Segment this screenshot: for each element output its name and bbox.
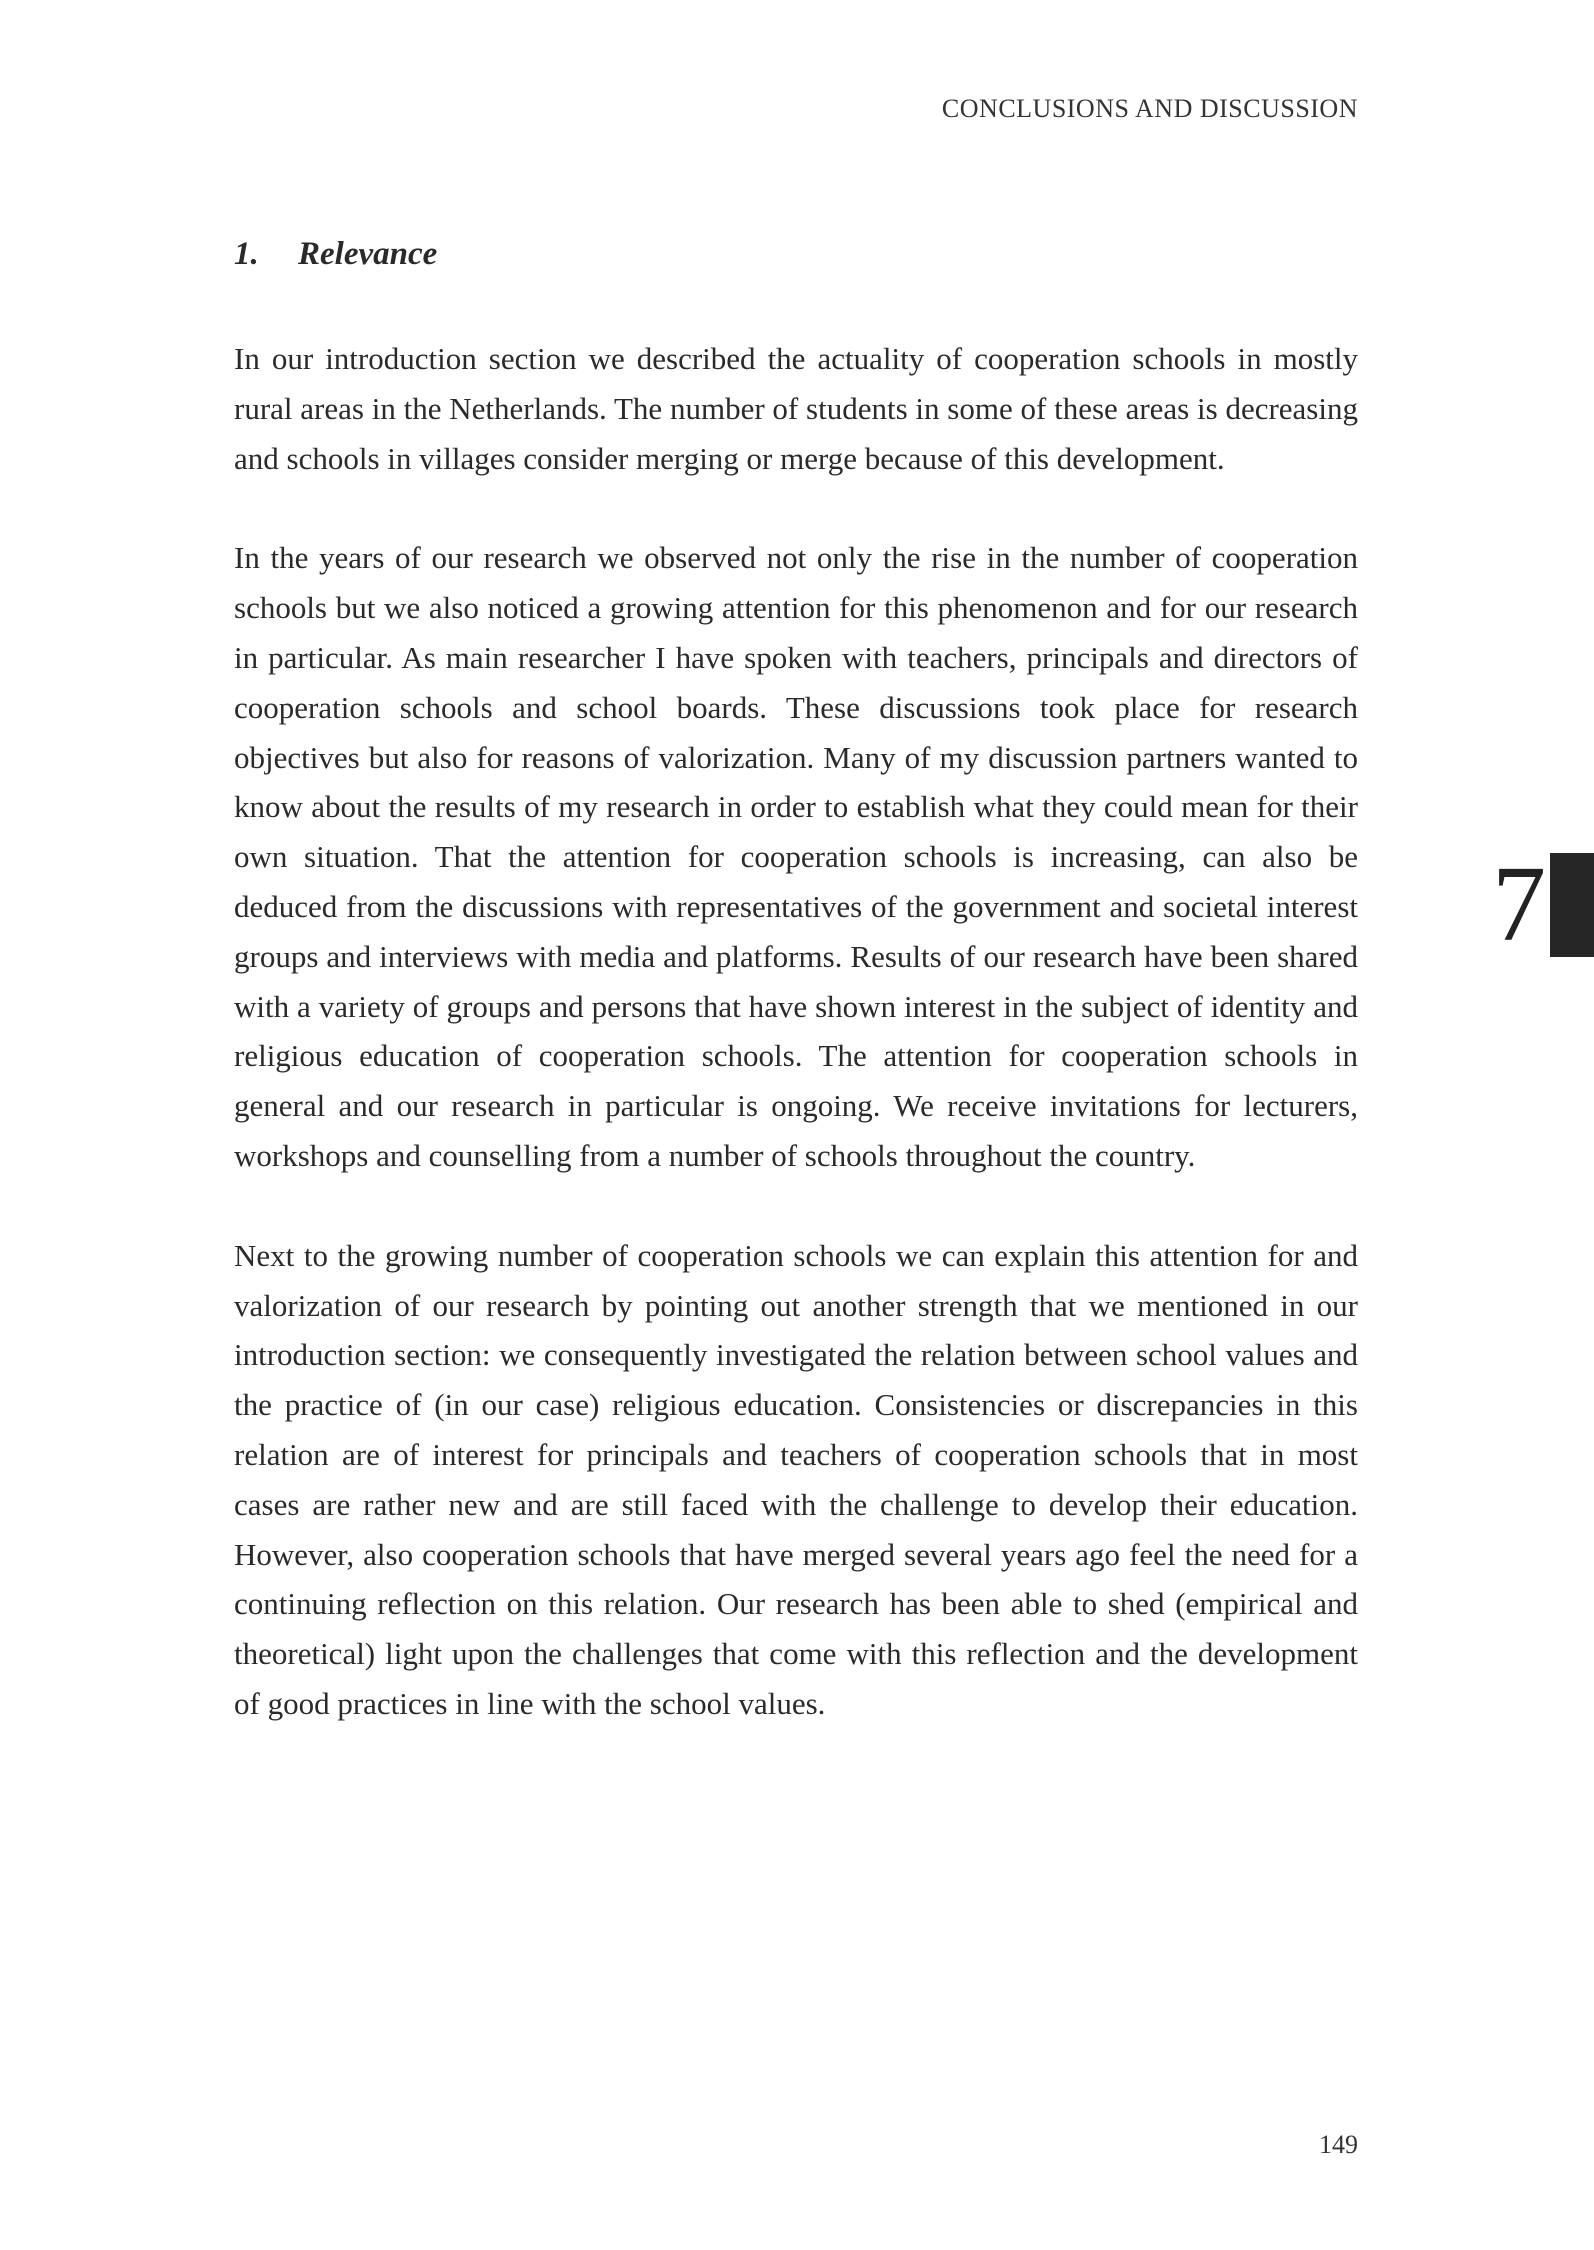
paragraph-1: In our introduction section we described the actuality of cooperation schools in mostly rural areas in the Netherlands. The number of students in some of these areas is decreasing and schools in villages consider merging or merge because of this development. xyxy=(234,341,1358,476)
paragraph-3: Next to the growing number of cooperation schools we can explain this attention for and valorization of our research by pointing out another strength that we mentioned in our introduction section: we consequently investigated the relation between school values and the practice of (in our case) religious education. Consistencies or discrepancies in this relation are of interest for principals and teachers of cooperation schools that in most cases are rather new and are still faced with the challenge to develop their education. However, also cooperation schools that have merged several years ago feel the need for a continuing reflection on this relation. Our research has been able to shed (empirical and theoretical) light upon the challenges that come with this reflection and the development of good practices in line with the school values. xyxy=(234,1237,1358,1721)
section-title: Relevance xyxy=(298,236,438,272)
page-number: 149 xyxy=(1319,2130,1358,2159)
chapter-tab xyxy=(1492,845,1594,964)
section-heading xyxy=(234,236,437,273)
running-header: CONCLUSIONS AND DISCUSSION xyxy=(941,94,1358,123)
body-text xyxy=(234,334,1358,1779)
section-number: 1. xyxy=(234,236,259,272)
chapter-number: 7 xyxy=(1492,845,1546,964)
paragraph-2: In the years of our research we observed not only the rise in the number of cooperation schools but we also noticed a growing attention for this phenomenon and for our research in particular. As main researcher I have spoken with teachers, principals and directors of cooperation schools and school boards. These discussions took place for research objectives but also for reasons of valorization. Many of my discussion partners wanted to know about the results of my research in order to establish what they could mean for their own situation. That the attention for cooperation schools is increasing, can also be deduced from the discussions with representatives of the government and societal interest groups and interviews with media and platforms. Results of our research have been shared with a variety of groups and persons that have shown interest in the subject of identity and religious education of cooperation schools. The attention for cooperation schools in general and our research in particular is ongoing. We receive invitations for lecturers, workshops and counselling from a number of schools throughout the country. xyxy=(234,540,1358,1173)
chapter-bar xyxy=(1550,853,1594,957)
